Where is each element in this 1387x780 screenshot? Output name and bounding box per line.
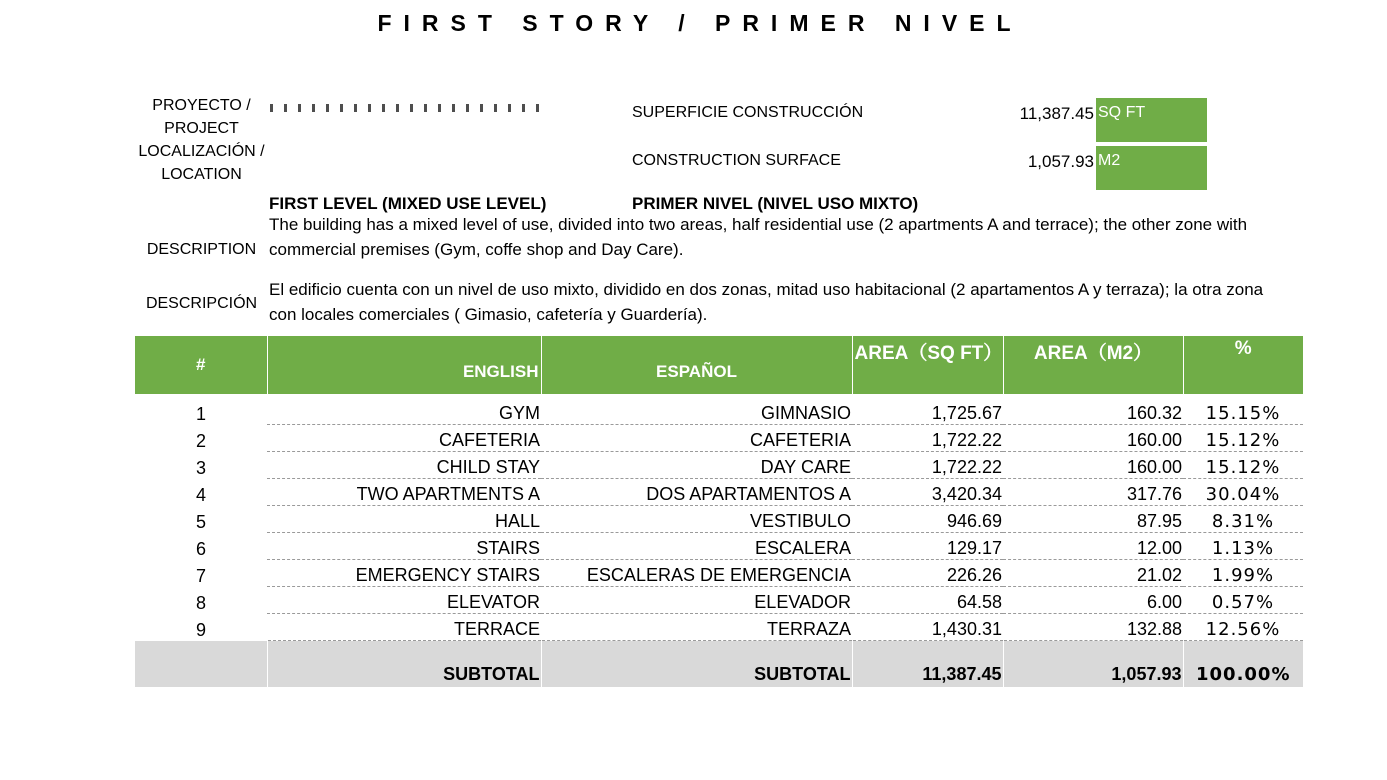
col-header-espanol: ESPAÑOL <box>541 336 852 394</box>
row-number: 1 <box>195 403 206 424</box>
row-percent: 15.12% <box>1183 452 1303 479</box>
row-percent: 8.31% <box>1183 506 1303 533</box>
row-espanol: TERRAZA <box>541 614 852 641</box>
col-header-english: ENGLISH <box>267 336 541 394</box>
row-percent: 12.56% <box>1183 614 1303 641</box>
row-number: 6 <box>195 538 206 559</box>
row-number: 7 <box>195 565 206 586</box>
col-header-area-m2: AREA（M2） <box>1003 336 1183 394</box>
row-area-sqft: 129.17 <box>852 533 1003 560</box>
table-row <box>135 533 1303 560</box>
row-percent: 1.99% <box>1183 560 1303 587</box>
row-area-m2: 132.88 <box>1003 614 1183 641</box>
col-header-area-sqft: AREA（SQ FT） <box>852 336 1003 394</box>
row-percent: 0.57% <box>1183 587 1303 614</box>
row-english: TWO APARTMENTS A <box>267 479 541 506</box>
row-area-sqft: 64.58 <box>852 587 1003 614</box>
description-label: DESCRIPTION <box>146 241 257 258</box>
col-header-number: # <box>135 336 267 394</box>
row-number: 5 <box>195 511 206 532</box>
row-percent: 1.13% <box>1183 533 1303 560</box>
row-area-m2: 317.76 <box>1003 479 1183 506</box>
areas-table <box>135 336 1303 687</box>
row-english: HALL <box>267 506 541 533</box>
row-area-m2: 21.02 <box>1003 560 1183 587</box>
row-area-sqft: 1,725.67 <box>852 394 1003 425</box>
subtotal-percent: 100.00% <box>1183 641 1303 688</box>
surface-m2-unit: M2 <box>1095 145 1208 191</box>
row-number: 3 <box>195 457 206 478</box>
row-percent: 15.12% <box>1183 425 1303 452</box>
table-row <box>135 587 1303 614</box>
row-area-m2: 160.32 <box>1003 394 1183 425</box>
col-header-percent: % <box>1183 336 1303 394</box>
row-number: 4 <box>195 484 206 505</box>
row-number: 9 <box>195 619 206 640</box>
row-espanol: VESTIBULO <box>541 506 852 533</box>
row-area-sqft: 1,430.31 <box>852 614 1003 641</box>
surface-es-label: SUPERFICIE CONSTRUCCIÓN <box>632 104 864 121</box>
row-area-m2: 160.00 <box>1003 452 1183 479</box>
row-percent: 30.04% <box>1183 479 1303 506</box>
row-area-m2: 160.00 <box>1003 425 1183 452</box>
surface-sqft-value: 11,387.45 <box>1019 104 1094 123</box>
level-es-heading: PRIMER NIVEL (NIVEL USO MIXTO) <box>632 194 919 213</box>
row-espanol: DOS APARTAMENTOS A <box>541 479 852 506</box>
page-title: FIRST STORY / PRIMER NIVEL <box>377 10 1023 36</box>
redacted-project-name <box>270 104 550 112</box>
surface-m2-value: 1,057.93 <box>1027 152 1094 171</box>
row-area-m2: 6.00 <box>1003 587 1183 614</box>
row-percent: 15.15% <box>1183 394 1303 425</box>
row-area-sqft: 3,420.34 <box>852 479 1003 506</box>
row-area-sqft: 1,722.22 <box>852 425 1003 452</box>
table-row <box>135 560 1303 587</box>
row-english: EMERGENCY STAIRS <box>267 560 541 587</box>
subtotal-number-cell <box>135 641 267 688</box>
surface-sqft-unit: SQ FT <box>1095 97 1208 143</box>
row-english: CHILD STAY <box>267 452 541 479</box>
row-area-m2: 12.00 <box>1003 533 1183 560</box>
row-number: 8 <box>195 592 206 613</box>
table-row <box>135 425 1303 452</box>
subtotal-english: SUBTOTAL <box>267 641 541 688</box>
table-row <box>135 614 1303 641</box>
table-row <box>135 394 1303 425</box>
subtotal-sqft: 11,387.45 <box>852 641 1003 688</box>
table-header-row <box>135 336 1303 394</box>
row-espanol: ESCALERAS DE EMERGENCIA <box>541 560 852 587</box>
location-label: LOCALIZACIÓN / LOCATION <box>138 143 265 183</box>
row-area-sqft: 1,722.22 <box>852 452 1003 479</box>
level-en-heading: FIRST LEVEL (MIXED USE LEVEL) <box>269 194 547 213</box>
row-english: STAIRS <box>267 533 541 560</box>
row-english: TERRACE <box>267 614 541 641</box>
row-espanol: ESCALERA <box>541 533 852 560</box>
row-espanol: ELEVADOR <box>541 587 852 614</box>
row-english: GYM <box>267 394 541 425</box>
row-area-m2: 87.95 <box>1003 506 1183 533</box>
table-row <box>135 479 1303 506</box>
row-english: ELEVATOR <box>267 587 541 614</box>
row-espanol: GIMNASIO <box>541 394 852 425</box>
subtotal-row <box>135 641 1303 688</box>
description-en-text: The building has a mixed level of use, divided into two areas, half residential use (2 apartments A and terrace); the other zone with commercial premises (Gym, coffe shop and Day Care). <box>269 215 1248 259</box>
subtotal-espanol: SUBTOTAL <box>541 641 852 688</box>
table-row <box>135 452 1303 479</box>
surface-en-label: CONSTRUCTION SURFACE <box>632 152 841 169</box>
row-number: 2 <box>195 430 206 451</box>
row-area-sqft: 226.26 <box>852 560 1003 587</box>
row-espanol: CAFETERIA <box>541 425 852 452</box>
descripcion-label: DESCRIPCIÓN <box>145 295 258 312</box>
project-label: PROYECTO / PROJECT <box>152 97 251 137</box>
row-espanol: DAY CARE <box>541 452 852 479</box>
description-es-text: El edificio cuenta con un nivel de uso mixto, dividido en dos zonas, mitad uso habitacional (2 apartamentos A y terraza); la otra zona con locales comerciales ( Gimasio, cafetería y Guardería). <box>269 280 1264 324</box>
subtotal-m2: 1,057.93 <box>1003 641 1183 688</box>
row-english: CAFETERIA <box>267 425 541 452</box>
row-area-sqft: 946.69 <box>852 506 1003 533</box>
table-row <box>135 506 1303 533</box>
